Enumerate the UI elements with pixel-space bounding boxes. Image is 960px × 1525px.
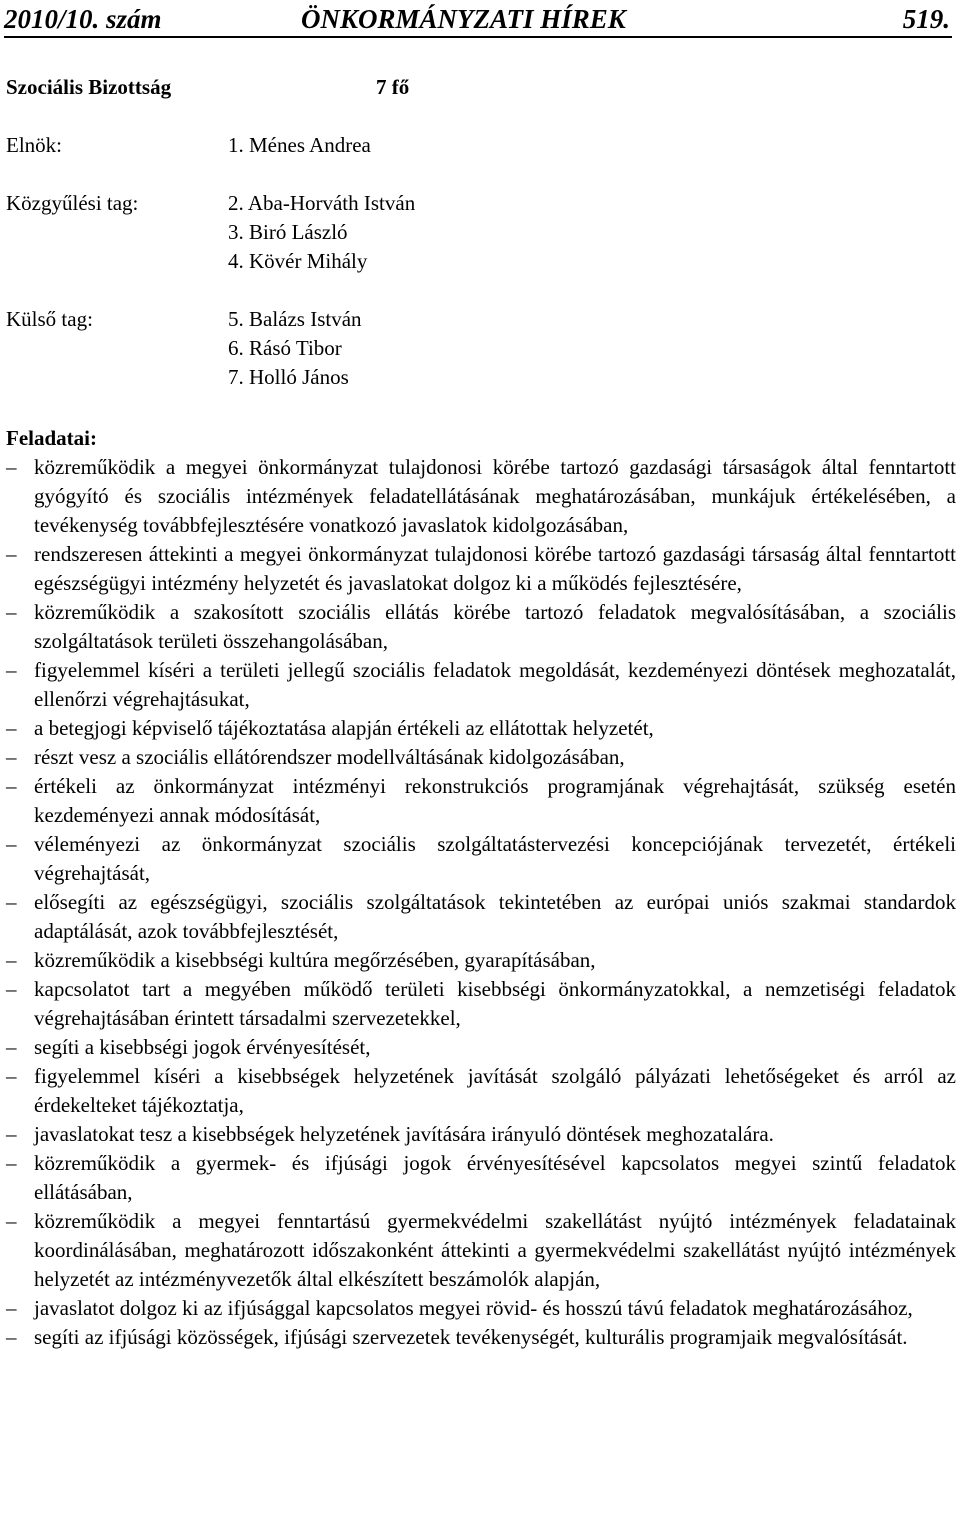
chair-label: Elnök: — [6, 133, 62, 157]
assembly-member-label: Közgyűlési tag: — [6, 191, 139, 215]
task-text: javaslatokat tesz a kisebbségek helyzetének javítására irányuló döntések meghozatalára. — [34, 1122, 774, 1146]
dash-bullet-icon: – — [6, 774, 17, 798]
task-item — [6, 1323, 956, 1352]
task-text: segíti a kisebbségi jogok érvényesítését, — [34, 1035, 371, 1059]
task-text: közreműködik a szakosított szociális ellátás körébe tartozó feladatok megvalósításában, a szociális szolgáltatások területi összehangolásában, — [34, 600, 956, 653]
task-text: javaslatot dolgoz ki az ifjúsággal kapcsolatos megyei rövid- és hosszú távú feladatok meghatározásához, — [34, 1296, 913, 1320]
task-item — [6, 888, 956, 946]
committee-name: Szociális Bizottság — [6, 75, 172, 99]
dash-bullet-icon: – — [6, 600, 17, 624]
task-text: segíti az ifjúsági közösségek, ifjúsági szervezetek tevékenységét, kulturális programjaik megvalósítását. — [34, 1325, 908, 1349]
tasks-heading: Feladatai: — [6, 426, 97, 450]
page-number: 519. — [902, 4, 950, 34]
external-member: 5. Balázs István — [228, 307, 362, 331]
task-item — [6, 540, 956, 598]
task-text: elősegíti az egészségügyi, szociális szolgáltatások tekintetében az európai uniós szakmai standardok adaptálását, azok továbbfejlesztését, — [34, 890, 956, 943]
dash-bullet-icon: – — [6, 1151, 17, 1175]
committee-size: 7 fő — [376, 75, 410, 99]
task-item — [6, 1207, 956, 1294]
task-item — [6, 1033, 956, 1062]
task-text: közreműködik a megyei fenntartású gyermekvédelmi szakellátást nyújtó intézmények feladatainak koordinálásában, meghatározott időszakonként áttekinti a gyermekvédelmi szakellátást nyújtó intézmények helyzetét az intézményvezetők által elkészített beszámolók alapján, — [34, 1209, 956, 1291]
dash-bullet-icon: – — [6, 542, 17, 566]
dash-bullet-icon: – — [6, 1064, 17, 1088]
task-item — [6, 714, 956, 743]
task-item — [6, 830, 956, 888]
task-text: a betegjogi képviselő tájékoztatása alapján értékeli az ellátottak helyzetét, — [34, 716, 654, 740]
assembly-member: 3. Biró László — [228, 220, 348, 244]
dash-bullet-icon: – — [6, 716, 17, 740]
task-item — [6, 656, 956, 714]
task-item — [6, 1294, 956, 1323]
external-member: 7. Holló János — [228, 365, 349, 389]
external-member-label: Külső tag: — [6, 307, 93, 331]
external-member: 6. Rásó Tibor — [228, 336, 342, 360]
task-text: közreműködik a kisebbségi kultúra megőrzésében, gyarapításában, — [34, 948, 596, 972]
task-item — [6, 772, 956, 830]
task-item — [6, 1149, 956, 1207]
publication-title: ÖNKORMÁNYZATI HÍREK — [301, 4, 626, 34]
dash-bullet-icon: – — [6, 455, 17, 479]
assembly-member: 2. Aba-Horváth István — [228, 191, 416, 215]
task-item — [6, 946, 956, 975]
dash-bullet-icon: – — [6, 832, 17, 856]
assembly-member: 4. Kövér Mihály — [228, 249, 368, 273]
task-item — [6, 1062, 956, 1120]
task-item — [6, 975, 956, 1033]
task-item — [6, 598, 956, 656]
task-item — [6, 1120, 956, 1149]
dash-bullet-icon: – — [6, 1296, 17, 1320]
dash-bullet-icon: – — [6, 1122, 17, 1146]
task-text: közreműködik a megyei önkormányzat tulajdonosi körébe tartozó gazdasági társaságok által fenntartott gyógyító és szociális intézmények feladatellátásának meghatározásában, munkájuk értékelésében, a tevékenység továbbfejlesztésére vonatkozó javaslatok kidolgozásában, — [34, 455, 956, 537]
dash-bullet-icon: – — [6, 1325, 17, 1349]
dash-bullet-icon: – — [6, 1035, 17, 1059]
task-text: figyelemmel kíséri a kisebbségek helyzetének javítását szolgáló pályázati lehetőségeket és arról az érdekelteket tájékoztatja, — [34, 1064, 956, 1117]
dash-bullet-icon: – — [6, 977, 17, 1001]
task-text: figyelemmel kíséri a területi jellegű szociális feladatok megoldását, kezdeményezi döntések meghozatalát, ellenőrzi végrehajtásukat, — [34, 658, 956, 711]
dash-bullet-icon: – — [6, 890, 17, 914]
task-text: véleményezi az önkormányzat szociális szolgáltatástervezési koncepciójának tervezetét, értékeli végrehajtását, — [34, 832, 956, 885]
task-text: értékeli az önkormányzat intézményi rekonstrukciós programjának végrehajtását, szükség esetén kezdeményezi annak módosítását, — [34, 774, 956, 827]
task-item — [6, 453, 956, 540]
dash-bullet-icon: – — [6, 948, 17, 972]
task-item — [6, 743, 956, 772]
dash-bullet-icon: – — [6, 658, 17, 682]
task-list — [6, 453, 956, 1352]
dash-bullet-icon: – — [6, 1209, 17, 1233]
task-text: részt vesz a szociális ellátórendszer modellváltásának kidolgozásában, — [34, 745, 625, 769]
task-text: rendszeresen áttekinti a megyei önkormányzat tulajdonosi körébe tartozó gazdasági társaság által fenntartott egészségügyi intézmény helyzetét és javaslatokat dolgoz ki a működés fejlesztésére, — [34, 542, 956, 595]
task-text: kapcsolatot tart a megyében működő területi kisebbségi önkormányzatokkal, a nemzetiségi feladatok végrehajtásában érintett társadalmi szervezetekkel, — [34, 977, 956, 1030]
task-text: közreműködik a gyermek- és ifjúsági jogok érvényesítésével kapcsolatos megyei szintű feladatok ellátásában, — [34, 1151, 956, 1204]
issue-number: 2010/10. szám — [4, 4, 162, 34]
chair-member: 1. Ménes Andrea — [228, 133, 371, 157]
page-header — [4, 2, 952, 38]
dash-bullet-icon: – — [6, 745, 17, 769]
